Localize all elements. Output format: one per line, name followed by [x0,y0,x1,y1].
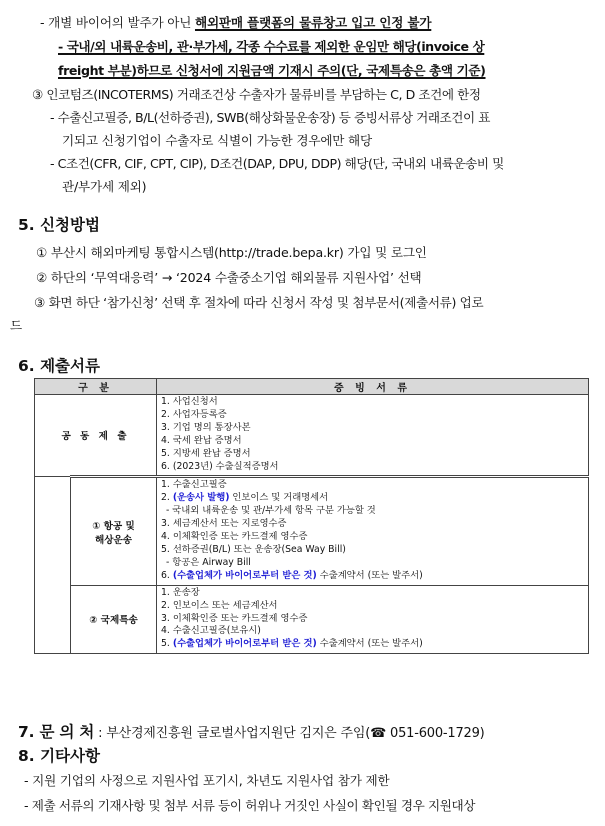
air-item-2-sub: - 국내외 내륙운송 및 관/부가세 항목 구분 가능할 것 [166,505,376,517]
apply-step-1: ① 부산시 해외마케팅 통합시스템(http://trade.bepa.kr) 가입 및 로그인 [36,245,427,260]
air-item-3: 3. 세금계산서 또는 지로영수증 [161,518,287,530]
apply-step-2: ② 하단의 ‘무역대응력’ → ‘2024 수출중소기업 해외물류 지원사업’ 선택 [36,270,422,285]
express-label: ② 국제특송 [71,585,157,654]
incoterms-sub-2b: 관/부가세 제외) [62,179,147,194]
air-item-5-sub: - 항공은 Airway Bill [166,556,251,568]
air-item-6-highlight: (수출업체가 바이어로부터 받은 것) [172,569,317,581]
blank-cell [35,585,71,654]
air-sea-label-line-2: 해상운송 [94,534,133,546]
common-item-5: 5. 지방세 완납 증명서 [161,447,251,459]
intro-line-1-emphasis: 해외판매 플랫폼의 물류창고 입고 인정 불가 [194,15,432,30]
apply-step-3a: ③ 화면 하단 ‘참가신청’ 선택 후 절차에 따라 신청서 작성 및 첨부문서(제출서류) 업로 [34,295,484,310]
table-row-common [35,395,589,477]
air-item-2-highlight: (운송사 발행) [172,492,230,504]
contact-line [18,720,485,742]
intro-line-1-prefix: - 개별 바이어의 발주가 아닌 [40,15,195,30]
exp-item-5 [161,638,584,651]
common-item-4: 4. 국세 완납 증명서 [161,434,242,446]
table-header-row [35,379,589,395]
exp-item-1: 1. 운송장 [161,586,200,598]
exp-item-4: 4. 수출신고필증(보유시) [161,625,261,637]
section-5-title: 5. 신청방법 [18,216,100,234]
common-label: 공 동 제 출 [35,395,157,477]
exp-item-5-num: 5. [161,638,173,650]
air-sea-label [71,477,157,585]
air-item-5: 5. 선하증권(B/L) 또는 운송장(Sea Way Bill) [161,543,346,555]
exp-item-3: 3. 이체확인증 또는 카드결제 영수증 [161,612,308,624]
air-item-6 [161,570,584,583]
contact-text: : 부산경제진흥원 글로벌사업지원단 김지은 주임( [94,726,371,741]
air-sea-items [157,477,589,585]
exp-item-2: 2. 인보이스 또는 세금계산서 [161,599,278,611]
incoterms-sub-1a: - 수출신고필증, B/L(선하증권), SWB(해상화물운송장) 등 증빙서류상 거래조건이 표 [50,110,490,125]
intro-line-2: - 국내/외 내륙운송비, 관·부가세, 각종 수수료를 제외한 운임만 해당(invoice 상 [58,39,485,54]
incoterms-item: ③ 인코텀즈(INCOTERMS) 거래조건상 수출자가 물류비를 부담하는 C, D 조건에 한정 [32,87,481,102]
exp-item-5-highlight: (수출업체가 바이어로부터 받은 것) [172,638,317,650]
air-item-6-num: 6. [161,569,173,581]
common-item-2: 2. 사업자등록증 [161,408,227,420]
incoterms-sub-2a: - C조건(CFR, CIF, CPT, CIP), D조건(DAP, DPU, DDP) 해당(단, 국내외 내륙운송비 및 [50,156,504,171]
common-item-6: 6. (2023년) 수출실적증명서 [161,460,279,472]
common-item-3: 3. 기업 명의 통장사본 [161,421,251,433]
common-item-1: 1. 사업신청서 [161,396,218,407]
incoterms-sub-1b: 기되고 신청기업이 수출자로 식별이 가능한 경우에만 해당 [62,133,372,148]
table-row-air-sea [35,477,589,585]
documents-table [34,378,589,654]
section-6-title: 6. 제출서류 [18,357,100,375]
header-documents: 증 빙 서 류 [157,379,589,395]
air-item-2-text: 인보이스 및 거래명세서 [229,492,329,504]
blank-cell [35,477,71,585]
air-item-2 [161,492,584,505]
air-item-2-num: 2. [161,492,173,504]
air-sea-label-line-1: ① 항공 및 [92,520,135,532]
section-8-title: 8. 기타사항 [18,747,100,765]
express-items [157,585,589,654]
header-category: 구 분 [35,379,157,395]
misc-line-1: - 지원 기업의 사정으로 지원사업 포기시, 차년도 지원사업 참가 제한 [24,773,390,788]
table-row-express [35,585,589,654]
section-7-title: 7. 문 의 처 [18,723,95,741]
intro-line-1 [40,12,431,31]
air-item-6-text: 수출계약서 (또는 발주서) [316,569,423,581]
misc-line-2: - 제출 서류의 기재사항 및 첨부 서류 등이 허위나 거짓인 사실이 확인될 경우 지원대상 [24,798,476,813]
apply-step-3b: 드 [10,318,22,333]
phone-icon: ☎ [370,726,387,741]
exp-item-5-text: 수출계약서 (또는 발주서) [316,638,423,650]
common-items [157,395,589,477]
air-item-4: 4. 이체확인증 또는 카드결제 영수증 [161,531,308,543]
air-item-1: 1. 수출신고필증 [161,479,227,491]
contact-phone: 051-600-1729) [386,726,485,741]
intro-line-3: freight 부분)하므로 신청서에 지원금액 기재시 주의(단, 국제특송은 총액 기준) [58,63,486,78]
